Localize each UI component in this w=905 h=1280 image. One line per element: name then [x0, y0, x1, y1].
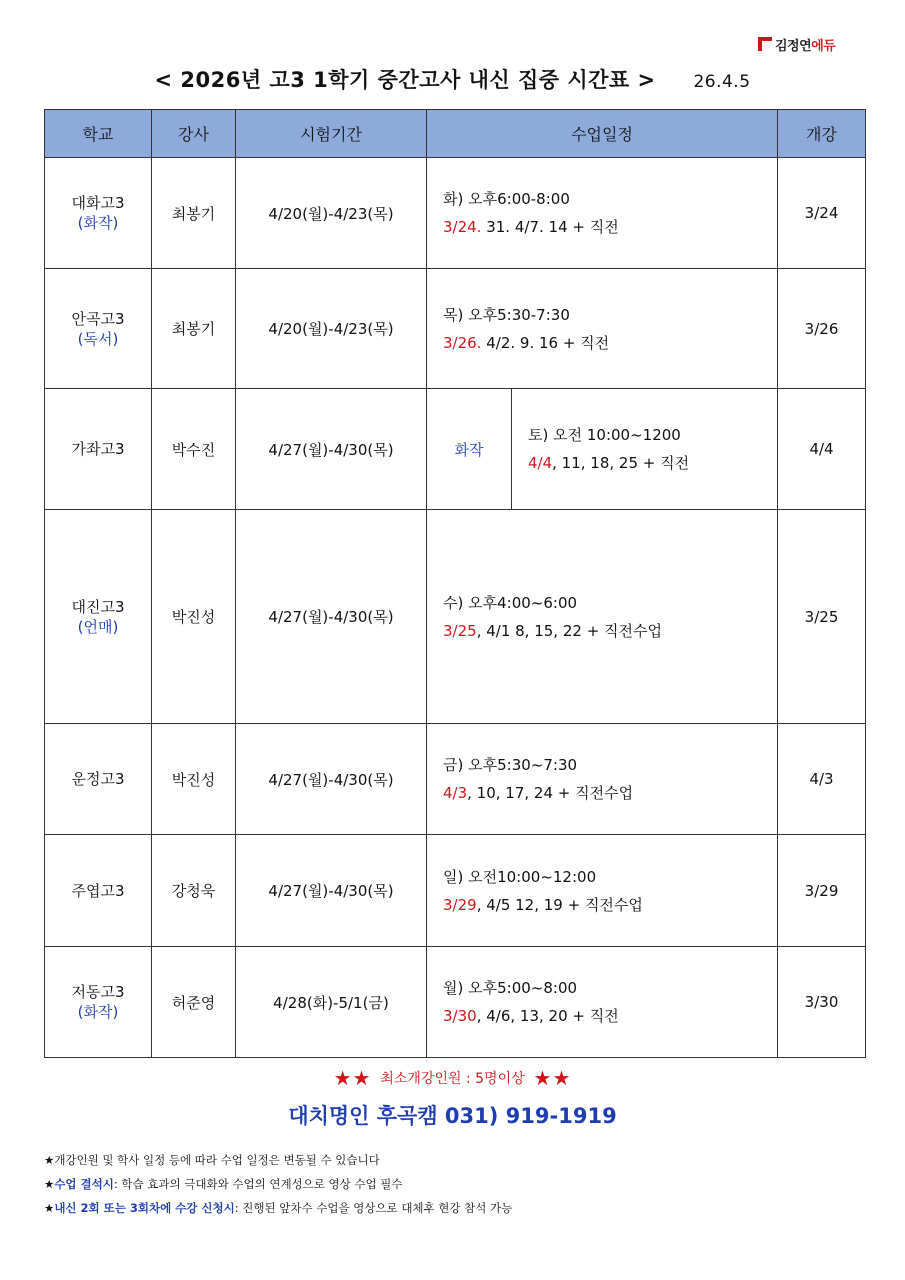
schedule-time: 토) 오전 10:00~1200	[528, 426, 681, 444]
rest-dates: , 4/6, 13, 20 + 직전	[476, 1007, 619, 1025]
schedule-dates	[443, 779, 777, 807]
teacher-cell: 강청욱	[152, 835, 236, 947]
first-date: 3/25	[443, 621, 477, 640]
schedule-cell	[512, 389, 778, 510]
table-row	[45, 510, 866, 724]
school-name: 운정고3	[71, 770, 125, 788]
rest-dates: 4/2. 9. 16 + 직전	[481, 333, 610, 352]
notes-list	[44, 1148, 512, 1220]
first-date: 3/30	[443, 1007, 477, 1025]
rest-dates: 31. 4/7. 14 + 직전	[481, 218, 619, 236]
period-cell: 4/27(월)-4/30(목)	[236, 389, 427, 510]
school-cell	[45, 269, 152, 389]
schedule-time: 화) 오후6:00-8:00	[443, 190, 570, 208]
table-row	[45, 835, 866, 947]
note-item	[44, 1148, 512, 1172]
stars-left: ★★	[333, 1066, 372, 1090]
note-text: 개강인원 및 학사 일정 등에 따라 수업 일정은 변동될 수 있습니다	[54, 1153, 380, 1167]
note-label: 내신 2회 또는 3회차에 수강 신청시	[54, 1201, 235, 1215]
school-subject: (화작)	[77, 1003, 119, 1021]
teacher-cell: 박진성	[152, 510, 236, 724]
school-name: 저동고3	[71, 983, 125, 1001]
note-label: 수업 결석시	[54, 1177, 114, 1191]
schedule-dates	[443, 617, 777, 645]
logo-edu: 에듀	[811, 38, 836, 54]
table-row	[45, 724, 866, 835]
teacher-cell: 최봉기	[152, 269, 236, 389]
schedule-cell	[427, 724, 778, 835]
logo-mark-icon	[758, 37, 772, 51]
schedule-cell	[427, 269, 778, 389]
period-cell: 4/27(월)-4/30(목)	[236, 510, 427, 724]
school-cell	[45, 158, 152, 269]
schedule-time: 금) 오후5:30~7:30	[443, 756, 578, 774]
schedule-dates	[528, 449, 777, 477]
schedule-dates	[443, 329, 777, 357]
school-cell	[45, 835, 152, 947]
table-row	[45, 158, 866, 269]
start-cell: 3/24	[778, 158, 866, 269]
start-cell: 4/4	[778, 389, 866, 510]
school-cell	[45, 947, 152, 1058]
note-text: : 진행된 앞차수 수업을 영상으로 대체후 현강 참석 가능	[234, 1201, 513, 1215]
note-item	[44, 1196, 512, 1220]
schedule-cell	[427, 947, 778, 1058]
school-name: 주엽고3	[71, 881, 125, 900]
teacher-cell: 박수진	[152, 389, 236, 510]
header-start: 개강	[778, 110, 866, 158]
start-cell: 3/29	[778, 835, 866, 947]
schedule-dates	[443, 891, 777, 919]
min-enrollment-notice	[0, 1066, 905, 1090]
period-cell: 4/27(월)-4/30(목)	[236, 724, 427, 835]
first-date: 3/26.	[443, 333, 482, 352]
note-star: ★	[44, 1177, 55, 1191]
teacher-cell: 박진성	[152, 724, 236, 835]
page-title	[0, 64, 905, 94]
header-schedule: 수업일정	[427, 110, 778, 158]
schedule-cell	[427, 158, 778, 269]
table-header-row	[45, 110, 866, 158]
start-cell: 3/25	[778, 510, 866, 724]
note-text: : 학습 효과의 극대화와 수업의 연계성으로 영상 수업 필수	[113, 1177, 403, 1191]
course-cell: 화작	[427, 389, 512, 510]
note-star: ★	[44, 1201, 55, 1215]
school-name: 대화고3	[71, 194, 125, 212]
table-row	[45, 947, 866, 1058]
school-subject: (독서)	[77, 329, 119, 348]
table-row	[45, 389, 866, 510]
campus-contact: 대치명인 후곡캠 031) 919-1919	[288, 1104, 617, 1128]
min-enrollment-text: 최소개강인원 : 5명이상	[380, 1071, 525, 1087]
stars-right: ★★	[533, 1066, 572, 1090]
header-teacher: 강사	[152, 110, 236, 158]
school-name: 가좌고3	[71, 440, 125, 458]
school-name: 안곡고3	[71, 309, 125, 328]
header-school: 학교	[45, 110, 152, 158]
school-cell	[45, 724, 152, 835]
period-cell: 4/20(월)-4/23(목)	[236, 158, 427, 269]
schedule-dates	[443, 213, 777, 241]
schedule-time: 목) 오후5:30-7:30	[443, 305, 570, 324]
schedule-time: 수) 오후4:00~6:00	[443, 593, 578, 612]
school-subject: (화작)	[77, 214, 119, 232]
school-cell	[45, 510, 152, 724]
school-cell	[45, 389, 152, 510]
first-date: 4/3	[443, 784, 468, 802]
start-cell: 4/3	[778, 724, 866, 835]
title-text: < 2026년 고3 1학기 중간고사 내신 집중 시간표 >	[154, 68, 656, 92]
schedule-dates	[443, 1002, 777, 1030]
table-row	[45, 269, 866, 389]
start-cell: 3/30	[778, 947, 866, 1058]
rest-dates: , 11, 18, 25 + 직전	[552, 454, 690, 472]
title-date: 26.4.5	[693, 72, 751, 92]
rest-dates: , 4/1 8, 15, 22 + 직전수업	[476, 621, 662, 640]
start-cell: 3/26	[778, 269, 866, 389]
note-star: ★	[44, 1153, 55, 1167]
schedule-table	[44, 109, 866, 1058]
school-name: 대진고3	[71, 597, 125, 616]
schedule-time: 일) 오전10:00~12:00	[443, 867, 597, 886]
first-date: 3/29	[443, 895, 477, 914]
schedule-cell	[427, 835, 778, 947]
period-cell: 4/28(화)-5/1(금)	[236, 947, 427, 1058]
first-date: 3/24.	[443, 218, 482, 236]
header-period: 시험기간	[236, 110, 427, 158]
schedule-cell	[427, 510, 778, 724]
note-item	[44, 1172, 512, 1196]
first-date: 4/4	[528, 454, 553, 472]
rest-dates: , 4/5 12, 19 + 직전수업	[476, 895, 643, 914]
schedule-time: 월) 오후5:00~8:00	[443, 979, 578, 997]
period-cell: 4/27(월)-4/30(목)	[236, 835, 427, 947]
teacher-cell: 최봉기	[152, 158, 236, 269]
logo-name: 김정연	[775, 38, 812, 54]
rest-dates: , 10, 17, 24 + 직전수업	[467, 784, 634, 802]
brand-logo	[758, 34, 835, 54]
period-cell: 4/20(월)-4/23(목)	[236, 269, 427, 389]
teacher-cell: 허준영	[152, 947, 236, 1058]
school-subject: (언매)	[77, 617, 119, 636]
